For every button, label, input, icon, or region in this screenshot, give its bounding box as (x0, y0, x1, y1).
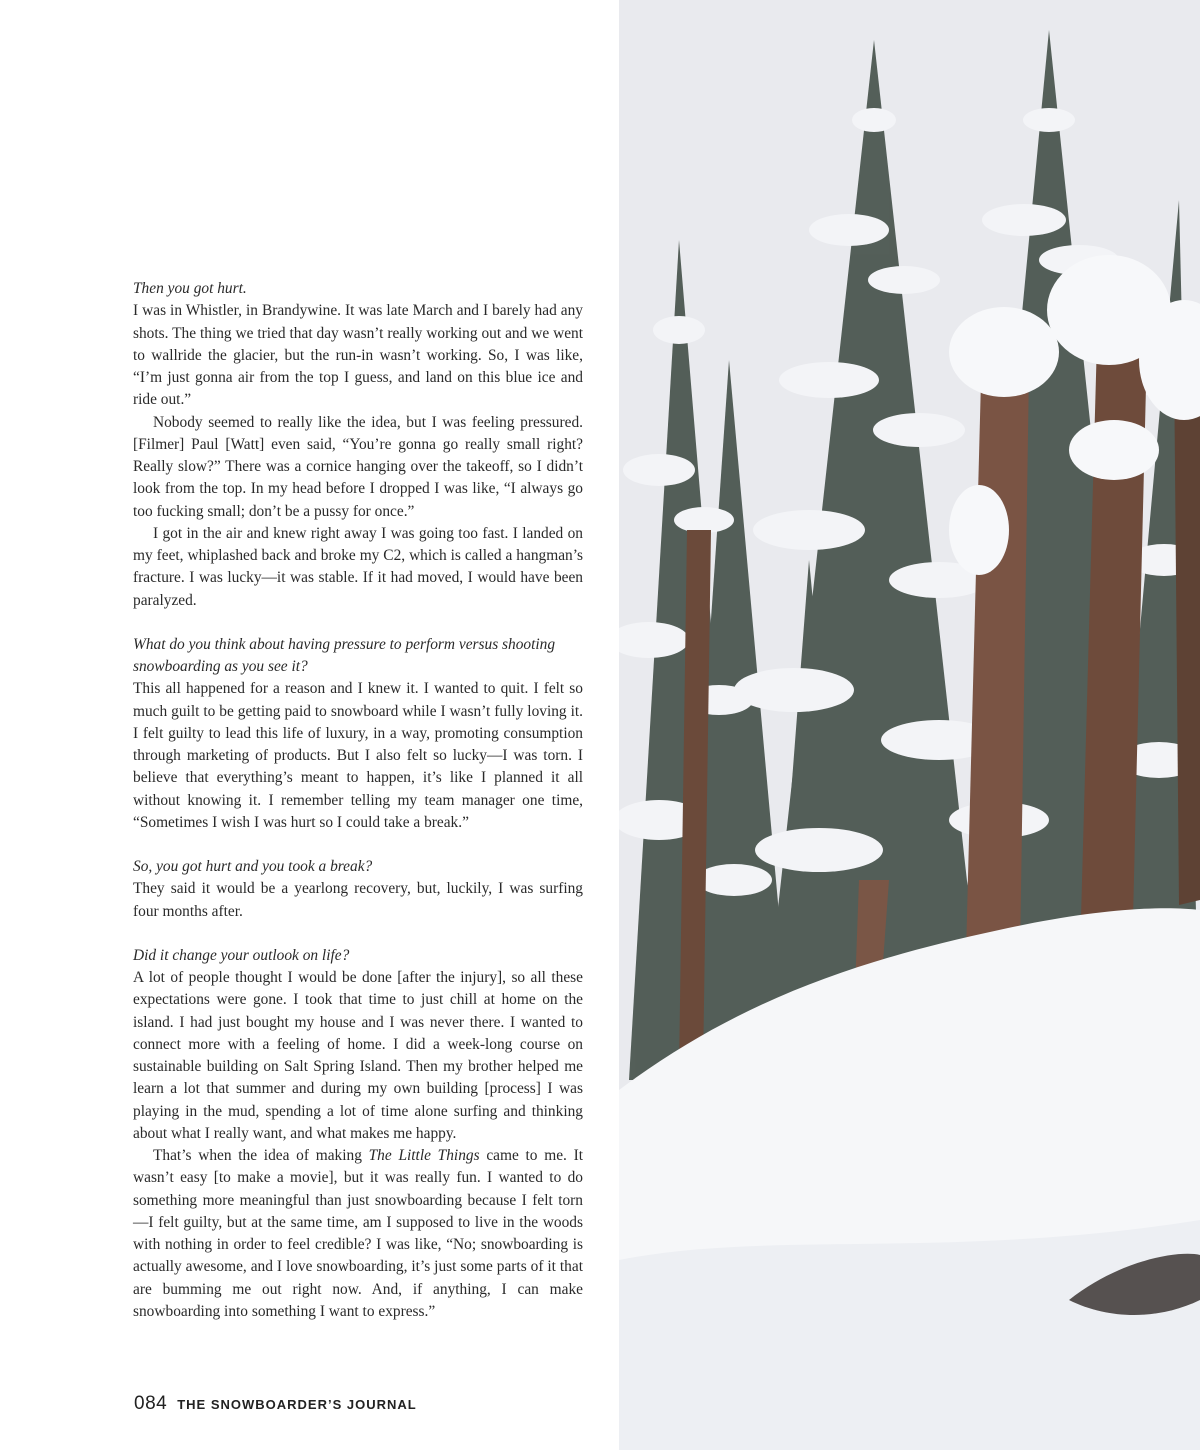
film-title: The Little Things (368, 1147, 480, 1164)
answer-paragraph: Nobody seemed to really like the idea, but I was feeling pressured. [Filmer] Paul [Watt] even said, “You’re gonna go really small right? Really slow?” There was a cornice hanging over the takeoff, so I didn’t look from the top. In my head before I dropped I was like, “I always go too fucking small; don’t be a pussy for once.” (133, 413, 583, 520)
snowy-forest-photo (619, 0, 1200, 1450)
qa-block-1 (133, 278, 583, 612)
final-paragraph-end: came to me. It wasn’t easy [to make a movie], but it was really fun. I wanted to do something more meaningful than just snowboarding because I felt torn—I felt guilty, but at the same time, am I supposed to live in the woods with nothing in order to feel credible? I was like, “No; snowboarding is actually awesome, and I love snowboarding, it’s just some parts of it that are bumming me out right now. And, if anything, I can make snowboarding into something I want to express.” (133, 1147, 584, 1320)
interview-question: Did it change your outlook on life? (133, 946, 350, 964)
interview-question: So, you got hurt and you took a break? (133, 858, 373, 875)
answer-paragraph: A lot of people thought I would be done [after the injury], so all these expectations were gone. I took that time to just chill at home on the island. I had just bought my house and I was never there. I wanted to connect more with a feeling of home. I did a week-long course on sustainable building on Salt Spring Island. Then my brother helped me learn a lot that summer and during my own building [process] I was playing in the mud, spending a lot of time alone surfing and thinking about what I really want, and what makes me happy. (133, 969, 583, 1142)
answer-paragraph: I got in the air and knew right away I was going too fast. I landed on my feet, whiplashed back and broke my C2, which is called a hangman’s fracture. I was lucky—it was stable. If it had moved, I would have been paralyzed. (133, 524, 583, 609)
answer-paragraph: I was in Whistler, in Brandywine. It was late March and I barely had any shots. The thing we tried that day wasn’t really working out and we went to wallride the glacier, but the run-in wasn’t working. So, I was like, “I’m just gonna air from the top I guess, and land on this blue ice and ride out.” (133, 302, 583, 409)
answer-paragraph: They said it would be a yearlong recovery, but, luckily, I was surfing four months after. (133, 880, 583, 920)
qa-block-4 (133, 945, 583, 1323)
forest-illustration (619, 0, 1200, 1450)
magazine-title: THE SNOWBOARDER’S JOURNAL (177, 1397, 417, 1412)
page-number: 084 (134, 1393, 168, 1414)
interview-question: Then you got hurt. (133, 280, 247, 297)
final-paragraph-start: That’s when the idea of making (153, 1147, 369, 1164)
answer-paragraph-final (133, 1145, 583, 1323)
qa-block-3 (133, 856, 583, 923)
snow-foreground (619, 1220, 1200, 1450)
article-body (133, 278, 583, 1345)
qa-block-2 (133, 634, 583, 834)
page-footer (134, 1393, 417, 1415)
answer-paragraph: This all happened for a reason and I knew it. I wanted to quit. I felt so much guilt to be getting paid to snowboard while I wasn’t fully loving it. I felt guilty to lead this life of luxury, in a way, promoting consumption through marketing of products. But I also felt so lucky—I was torn. I believe that everything’s meant to happen, it’s like I planned it all without knowing it. I remember telling my team manager one time, “Sometimes I wish I was hurt so I could take a break.” (133, 680, 583, 831)
interview-question: What do you think about having pressure to perform versus shooting snowboarding as you see it? (133, 635, 556, 675)
